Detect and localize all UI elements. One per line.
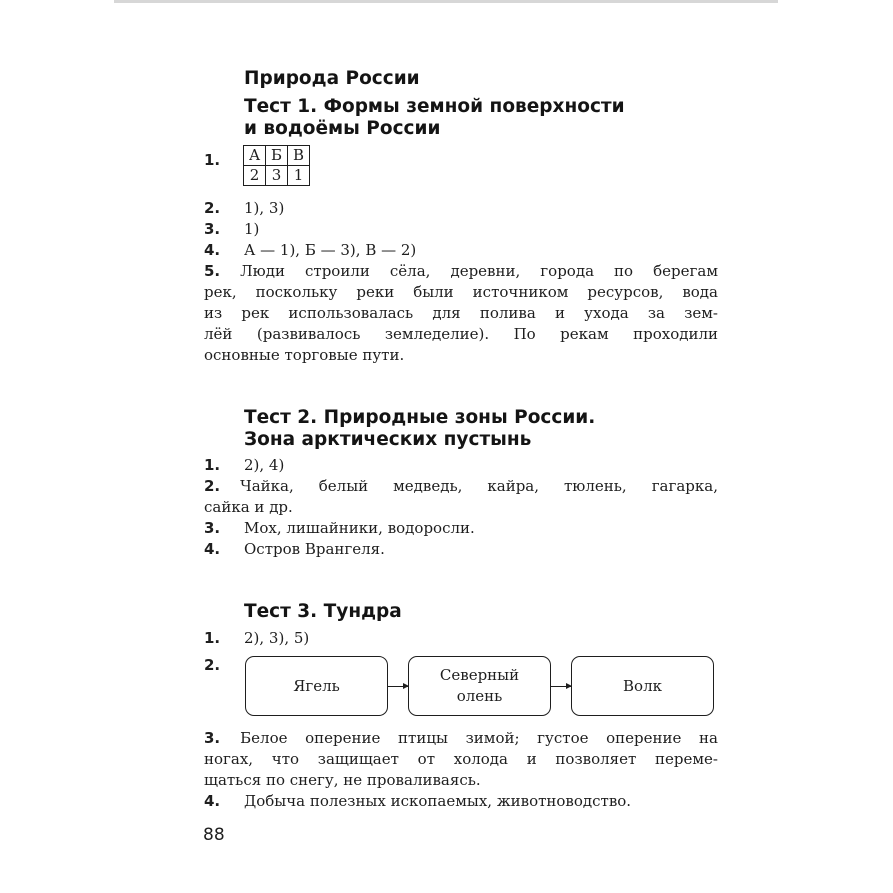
table-cell: 3 (266, 166, 288, 186)
test1-q3-answer: 1) (244, 220, 260, 238)
test1-title-line1: Тест 1. Формы земной поверхности (244, 96, 625, 117)
test2-q1-answer: 2), 4) (244, 456, 285, 474)
test1-q1-number: 1. (204, 151, 221, 169)
paragraph-line: 5. Люди строили сёла, деревни, города по берегам (204, 262, 718, 280)
test3-q3-answer (204, 728, 718, 791)
paragraph-line: сайка и др. (204, 498, 293, 516)
test2-q2-answer (204, 476, 718, 518)
table-value-row (244, 166, 310, 186)
test2-title-line2: Зона арктических пустынь (244, 429, 532, 450)
paragraph-line: 2. Чайка, белый медведь, кайра, тюлень, гагарка, (204, 477, 718, 495)
paragraph-line: из рек использовалась для полива и ухода за зем- (204, 304, 718, 322)
test1-q2-answer: 1), 3) (244, 199, 285, 217)
test1-q3-number: 3. (204, 220, 221, 238)
table-cell: В (288, 146, 310, 166)
test1-q4-answer: А — 1), Б — 3), В — 2) (244, 241, 417, 259)
test2-title-line1: Тест 2. Природные зоны России. (244, 407, 596, 428)
test2-q3-answer: Мох, лишайники, водоросли. (244, 519, 475, 537)
table-cell: Б (266, 146, 288, 166)
test1-title-line2: и водоёмы России (244, 118, 441, 139)
arrow-right-icon (388, 686, 408, 687)
test1-q2-number: 2. (204, 199, 221, 217)
table-header-row (244, 146, 310, 166)
food-chain-box-wolf: Волк (571, 656, 714, 716)
test3-q3-number: 3. (204, 729, 221, 747)
test2-q2-number: 2. (204, 477, 221, 495)
table-cell: А (244, 146, 266, 166)
test3-q1-number: 1. (204, 629, 221, 647)
table-cell: 1 (288, 166, 310, 186)
arrow-right-icon (551, 686, 571, 687)
test1-q4-number: 4. (204, 241, 221, 259)
section-title: Природа России (244, 68, 420, 89)
paragraph-line: ногах, что защищает от холода и позволяет переме- (204, 750, 718, 768)
test3-title: Тест 3. Тундра (244, 601, 402, 622)
table-cell: 2 (244, 166, 266, 186)
page-number: 88 (203, 825, 225, 845)
paragraph-line: рек, поскольку реки были источником ресурсов, вода (204, 283, 718, 301)
food-chain-box-reindeer: Северный олень (408, 656, 551, 716)
test1-answer-table (243, 145, 310, 186)
paragraph-line: 3. Белое оперение птицы зимой; густое оперение на (204, 729, 718, 747)
top-border-line (114, 0, 778, 3)
test3-q4-answer: Добыча полезных ископаемых, животноводство. (244, 792, 632, 810)
paragraph-line: щаться по снегу, не проваливаясь. (204, 771, 481, 789)
test1-q5-number: 5. (204, 262, 221, 280)
test2-q4-answer: Остров Врангеля. (244, 540, 385, 558)
test2-q1-number: 1. (204, 456, 221, 474)
test2-q3-number: 3. (204, 519, 221, 537)
paragraph-line: основные торговые пути. (204, 346, 405, 364)
food-chain-box-lichen: Ягель (245, 656, 388, 716)
test3-q1-answer: 2), 3), 5) (244, 629, 310, 647)
test3-q2-number: 2. (204, 656, 221, 674)
test2-q4-number: 4. (204, 540, 221, 558)
paragraph-line: лёй (развивалось земледелие). По рекам проходили (204, 325, 718, 343)
test1-q5-answer (204, 261, 718, 366)
test3-q4-number: 4. (204, 792, 221, 810)
